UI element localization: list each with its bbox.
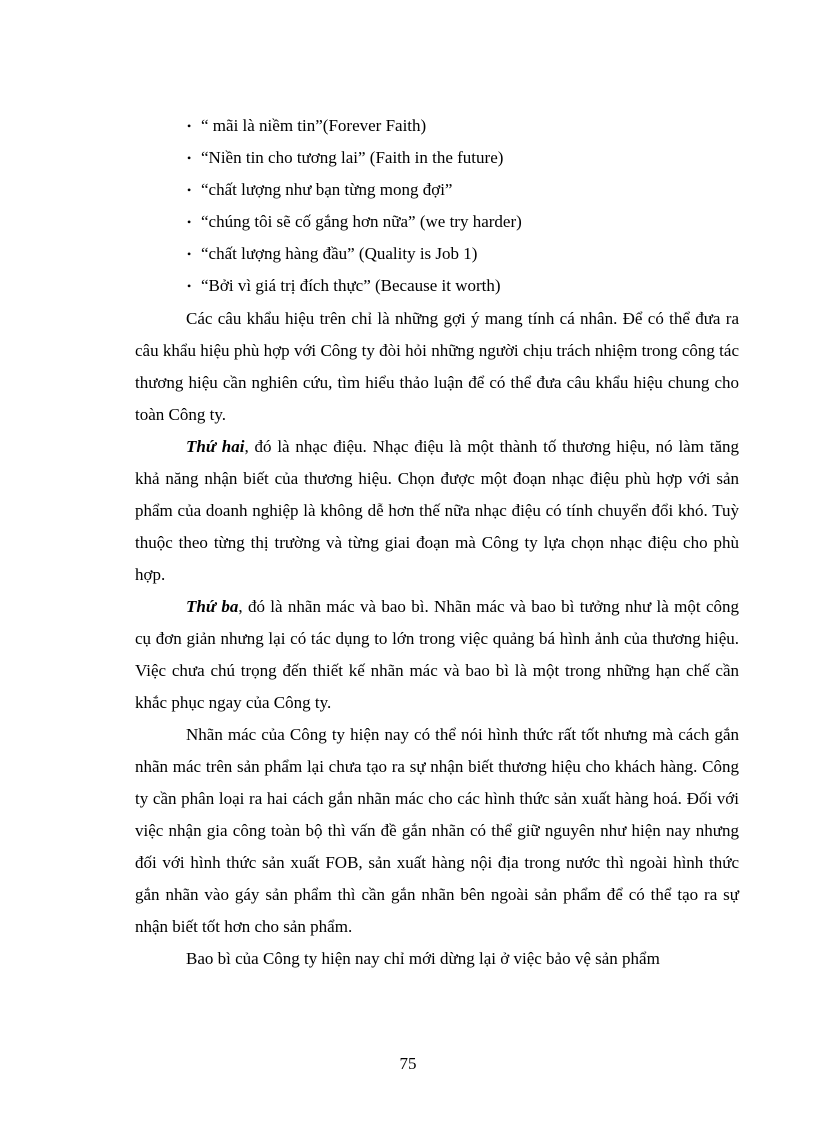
paragraph-label-text: , đó là nhãn mác và bao bì. Nhãn mác và bao bì tưởng như là một công cụ đơn giản nhưng lại có tác dụng to lớn trong việc quảng bá hình ảnh của thương hiệu. Việc chưa chú trọng đến thiết kế nhãn mác và bao bì là một trong những hạn chế cần khắc phục ngay của Công ty. <box>135 597 739 712</box>
bullet-icon: • <box>187 215 192 229</box>
list-item <box>187 272 747 304</box>
list-item <box>187 240 747 272</box>
list-item <box>187 176 747 208</box>
paragraph-label-packaging <box>135 591 739 719</box>
body-text <box>135 303 739 975</box>
paragraph-music <box>135 431 739 591</box>
bullet-icon: • <box>187 183 192 197</box>
list-item <box>187 144 747 176</box>
paragraph-labels: Nhãn mác của Công ty hiện nay có thể nói hình thức rất tốt nhưng mà cách gắn nhãn mác trên sản phẩm lại chưa tạo ra sự nhận biết thương hiệu cho khách hàng. Công ty cần phân loại ra hai cách gắn nhãn mác cho các hình thức sản xuất hàng hoá. Đối với việc nhận gia công toàn bộ thì vấn đề gắn nhãn có thể giữ nguyên như hiện nay nhưng đối với hình thức sản xuất FOB, sản xuất hàng nội địa trong nước thì ngoài hình thức gắn nhãn vào gáy sản phẩm thì cần gắn nhãn bên ngoài sản phẩm để có thể tạo ra sự nhận biết tốt hơn cho sản phẩm. <box>135 725 739 936</box>
list-item <box>187 112 747 144</box>
paragraph-lead-second: Thứ hai <box>186 437 245 456</box>
bullet-text: “Bởi vì giá trị đích thực” (Because it worth) <box>201 276 501 295</box>
bullet-text: “ mãi là niềm tin”(Forever Faith) <box>201 116 427 135</box>
slogan-bullet-list <box>187 112 747 304</box>
bullet-icon: • <box>187 247 192 261</box>
paragraph-slogan-summary: Các câu khẩu hiệu trên chỉ là những gợi ý mang tính cá nhân. Để có thể đưa ra câu khẩu hiệu phù hợp với Công ty đòi hỏi những người chịu trách nhiệm trong công tác thương hiệu cần nghiên cứu, tìm hiểu thảo luận để có thể đưa câu khẩu hiệu chung cho toàn Công ty. <box>135 309 739 424</box>
paragraph-packaging: Bao bì của Công ty hiện nay chỉ mới dừng lại ở việc bảo vệ sản phẩm <box>186 949 660 968</box>
bullet-text: “chất lượng như bạn từng mong đợi” <box>201 180 453 199</box>
bullet-icon: • <box>187 119 192 133</box>
page-number: 75 <box>399 1054 417 1073</box>
paragraph-lead-third: Thứ ba <box>186 597 239 616</box>
bullet-text: “chúng tôi sẽ cố gắng hơn nữa” (we try harder) <box>201 212 522 231</box>
bullet-text: “chất lượng hàng đầu” (Quality is Job 1) <box>201 244 478 263</box>
list-item <box>187 208 747 240</box>
paragraph-music-text: , đó là nhạc điệu. Nhạc điệu là một thành tố thương hiệu, nó làm tăng khả năng nhận biết của thương hiệu. Chọn được một đoạn nhạc điệu phù hợp với sản phẩm của doanh nghiệp là không dễ hơn thế nữa nhạc điệu có tính chuyển đổi khó. Tuỳ thuộc theo từng thị trường và từng giai đoạn mà Công ty lựa chọn nhạc điệu cho phù hợp. <box>135 437 739 584</box>
bullet-icon: • <box>187 151 192 165</box>
bullet-text: “Niền tin cho tương lai” (Faith in the future) <box>201 148 504 167</box>
bullet-icon: • <box>187 279 192 293</box>
